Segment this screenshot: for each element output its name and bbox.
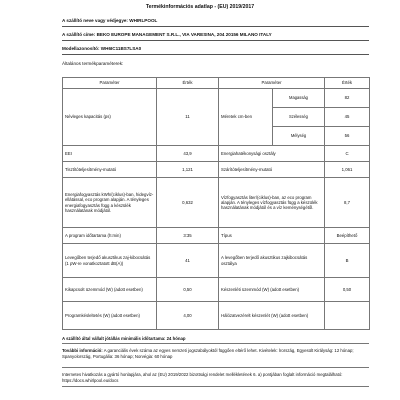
address-label: A szállító címe: — [62, 32, 96, 37]
row-param: Programkésleltetés (W) (adott esetben) — [63, 302, 157, 330]
divider — [62, 54, 369, 55]
table-row — [63, 302, 370, 330]
col-header-value: Érték — [157, 78, 219, 89]
col-header-parameter: Paraméter — [63, 78, 157, 89]
row-param: Típus — [219, 228, 325, 244]
row-param: Méretek cm-ben — [219, 89, 273, 146]
dimension-label: Magasság — [273, 89, 325, 108]
row-param: Vízfogyasztás liter/(ciklus)-ban, az eco program alapján. A tényleges vízfogyasztás függ a készülék használatának módjától és a víz keménységétől. — [219, 178, 325, 228]
row-value: 41 — [157, 244, 219, 278]
row-value: 0,632 — [157, 178, 219, 228]
divider — [62, 343, 369, 344]
params-heading: Általános termékparaméterek: — [62, 61, 124, 66]
model-line — [62, 46, 369, 51]
dimension-value: 82 — [325, 89, 370, 108]
model-value: WH6IC11BS7LSA0 — [100, 46, 142, 51]
row-param: Levegőben terjedő akusztikus zaj-kibocsátás (1 pW-re vonatkoztatott dB(A)) — [63, 244, 157, 278]
dimension-value: 45 — [325, 108, 370, 127]
row-value: 3:35 — [157, 228, 219, 244]
row-param: Szárítóteljesítmény-mutató — [219, 162, 325, 178]
row-value: Beépíthető — [325, 228, 370, 244]
row-param: Tisztítóteljesítmény-mutató — [63, 162, 157, 178]
row-value: B — [325, 244, 370, 278]
warranty-text: A szállító által vállalt jótállás minimális időtartama: 24 hónap — [62, 336, 186, 341]
dimension-value: 56 — [325, 127, 370, 146]
table-row — [63, 228, 370, 244]
row-param: Névleges kapacitás (ps) — [63, 89, 157, 146]
row-param: Hálózatvezérelt készenlét (W) (adott esetben) — [219, 302, 325, 330]
row-value: 4,00 — [157, 302, 219, 330]
supplier-value: WHIRLPOOL — [129, 18, 158, 23]
row-value: 1,121 — [157, 162, 219, 178]
row-param: A program időtartama (h:min) — [63, 228, 157, 244]
additional-info — [62, 348, 369, 359]
table-row — [63, 278, 370, 302]
table-row — [63, 178, 370, 228]
row-param: Energiahatékonysági osztály — [219, 146, 325, 162]
row-value: 8,7 — [325, 178, 370, 228]
col-header-parameter: Paraméter — [219, 78, 325, 89]
dimension-label: Mélység — [273, 127, 325, 146]
additional-info-label: További információ: — [62, 348, 103, 353]
row-param: A levegőben terjedő akusztikus zajkibocsátás osztálya — [219, 244, 325, 278]
row-param: EEI — [63, 146, 157, 162]
table-row — [63, 146, 370, 162]
row-param: Kikapcsolt üzemmód (W) (adott esetben) — [63, 278, 157, 302]
row-value: 43,9 — [157, 146, 219, 162]
manufacturer-link-note: Internetes hivatkozás a gyártó honlapjára, ahol az (EU) 2019/2022 bizottsági rendelet mellékletének 6. a) pontjában foglalt információ megtalálható: https://docs.whirlpool.eu/docs — [62, 372, 343, 383]
table-row — [63, 89, 370, 108]
divider — [62, 367, 369, 368]
row-value: 0,50 — [325, 278, 370, 302]
divider — [62, 40, 369, 41]
warranty-note — [62, 336, 369, 342]
row-value — [325, 302, 370, 330]
table-row — [63, 244, 370, 278]
row-value: C — [325, 146, 370, 162]
address-value: BEKO EUROPE MANAGEMENT S.R.L., VIA VARESINA, 204 20156 MILANO ITALY — [96, 32, 272, 37]
dimension-label: Szélesség — [273, 108, 325, 127]
document-title: Termékinformációs adatlap - (EU) 2019/2017 — [145, 4, 255, 10]
row-value: 1,061 — [325, 162, 370, 178]
model-label: Modellazonosító: — [62, 46, 100, 51]
supplier-label: A szállító neve vagy védjegye: — [62, 18, 128, 23]
table-header-row — [63, 78, 370, 89]
table-row — [63, 162, 370, 178]
address-line — [62, 32, 369, 37]
row-value: 11 — [157, 89, 219, 146]
additional-info-text: A garanciális évek száma az egyes nemzeti jogszabályoktól függően eltérő lehet. Kivételek: Írország, Egyesült Királyság: 12 hónap; Spanyolország, Portugália: 36 hónap; Norvégia: 60 hónap — [62, 348, 354, 359]
divider — [62, 26, 369, 27]
col-header-value: Érték — [325, 78, 370, 89]
row-param: Készenléti üzemmód (W) (adott esetben) — [219, 278, 325, 302]
row-param: Energiafogyasztás kWh/(ciklus)-ban, hidegvíz-ellátással, eco program alapján. A tényleges energiafogyasztás függ a készülék használatának módjától. — [63, 178, 157, 228]
divider — [62, 386, 369, 387]
supplier-line — [62, 18, 369, 23]
parameters-table — [62, 77, 370, 330]
row-value: 0,50 — [157, 278, 219, 302]
